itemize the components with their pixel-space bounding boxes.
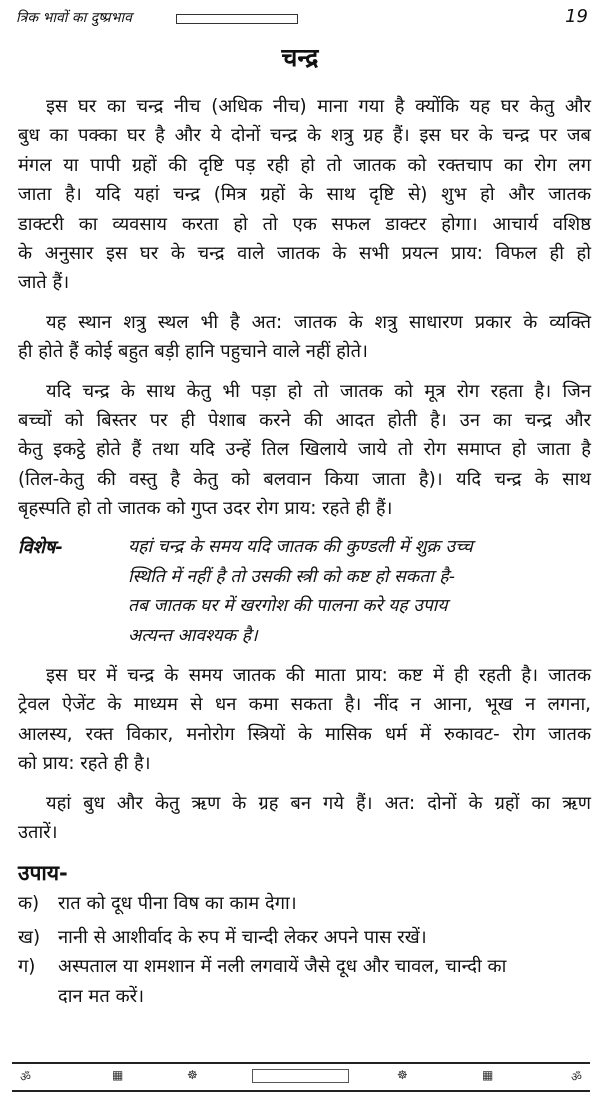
text-line: अत्यन्त आवश्यक है। <box>128 625 258 646</box>
page-number: 19 <box>565 6 588 27</box>
text-line: दान मत करें। <box>58 985 145 1007</box>
remedy-label: ख) <box>18 926 41 948</box>
text-line: जाते हैं। <box>18 272 70 294</box>
remedy-label: क) <box>18 893 40 915</box>
text-line: यदि चन्द्र के साथ केतु भी पड़ा हो तो जातक को मूत्र रोग रहता है। जिन <box>46 380 591 402</box>
footer-ornament-icon: ☸ <box>187 1068 198 1082</box>
running-header <box>16 4 588 32</box>
text-line: आलस्य, रक्त विकार, मनोरोग स्त्रियों के मासिक धर्म में रुकावट- रोग जातक <box>18 723 591 745</box>
text-line: मंगल या पापी ग्रहों की दृष्टि पड़ रही हो तो जातक को रक्तचाप का रोग लग <box>18 154 591 176</box>
text-line: अस्पताल या शमशान में नली लगवायें जैसे दूध और चावल, चान्दी का <box>58 956 507 978</box>
text-line: स्थिति में नहीं है तो उसकी स्त्री को कष्ट हो सकता है- <box>128 566 455 587</box>
section-title: चन्द्र <box>281 43 319 72</box>
paragraph <box>18 661 591 779</box>
paragraph <box>18 789 591 848</box>
header-decoration <box>176 14 298 24</box>
text-line: को प्राय: रहते ही है। <box>18 753 151 775</box>
text-line: बच्चों को बिस्तर पर ही पेशाब करने की आदत होती है। उन का चन्द्र और <box>18 409 591 431</box>
text-line: (तिल-केतु की वस्तु है केतु को बलवान किया जाता है)। यदि चन्द्र के साथ <box>18 468 591 490</box>
remedy-text <box>58 923 591 952</box>
page-footer-ornament <box>12 1062 590 1092</box>
special-note-body <box>128 533 548 651</box>
remedy-text <box>58 952 591 1011</box>
text-line: बुध का पक्का घर है और ये दोनों चन्द्र के शत्रु ग्रह हैं। इस घर के चन्द्र पर जब <box>18 125 591 147</box>
paragraph <box>18 377 591 524</box>
footer-ornament-icon: ▦ <box>482 1068 494 1082</box>
footer-left-mark: ॐ <box>20 1070 31 1084</box>
text-line: ही होते हैं कोई बहुत बड़ी हानि पहुचाने वाले नहीं होते। <box>18 341 368 363</box>
text-line: डाक्टरी का व्यवसाय करता हो तो एक सफल डाक्टर होगा। आचार्य वशिष्ठ <box>18 213 591 235</box>
footer-ornament-icon: ▦ <box>112 1068 124 1082</box>
footer-right-mark: ॐ <box>571 1070 582 1084</box>
text-line: यह स्थान शत्रु स्थल भी है अत: जातक के शत्रु साधारण प्रकार के व्यक्ति <box>46 311 591 333</box>
text-line: ट्रेवल ऐजेंट के माध्यम से धन कमा सकता है। नींद न आना, भूख न लगना, <box>18 694 591 716</box>
text-line: यहां बुध और केतु ऋण के ग्रह बन गये हैं। अत: दोनों के ग्रहों का ऋण <box>46 792 591 814</box>
special-note <box>18 533 591 651</box>
remedy-item <box>18 923 591 952</box>
page-body <box>18 92 591 1011</box>
running-title: त्रिक भावों का दुष्प्रभाव <box>16 10 132 26</box>
footer-box <box>252 1069 349 1083</box>
text-line: बृहस्पति हो तो जातक को गुप्त उदर रोग प्राय: रहते ही हैं। <box>18 498 393 520</box>
text-line: नानी से आशीर्वाद के रुप में चान्दी लेकर अपने पास रखें। <box>58 926 427 948</box>
text-line: रात को दूध पीना विष का काम देगा। <box>58 893 297 915</box>
text-line: केतु इकट्ठे होते हैं तथा यदि उन्हें तिल खिलाये जाये तो रोग समाप्त हो जाता है <box>18 439 591 461</box>
paragraph <box>18 92 591 298</box>
remedy-label: ग) <box>18 956 36 978</box>
remedies-heading: उपाय- <box>18 861 68 886</box>
text-line: के अनुसार इस घर के चन्द्र वाले जातक के सभी प्रयत्न प्राय: विफल ही हो <box>18 242 591 264</box>
text-line: तब जातक घर में खरगोश की पालना करे यह उपाय <box>128 596 448 617</box>
text-line: इस घर का चन्द्र नीच (अधिक नीच) माना गया है क्योंकि यह घर केतु और <box>46 96 591 117</box>
remedy-text <box>58 889 591 918</box>
paragraph <box>18 308 591 367</box>
text-line: जाता है। यदि यहां चन्द्र (मित्र ग्रहों के साथ दृष्टि से) शुभ हो और जातक <box>18 184 591 206</box>
text-line: इस घर में चन्द्र के समय जातक की माता प्राय: कष्ट में ही रहती है। जातक <box>46 665 591 687</box>
remedy-item <box>18 889 591 918</box>
text-line: यहां चन्द्र के समय यदि जातक की कुण्डली में शुक्र उच्च <box>128 537 473 558</box>
text-line: उतारें। <box>18 821 58 843</box>
remedy-item <box>18 952 591 1011</box>
special-note-label: विशेष- <box>18 537 63 559</box>
footer-ornament-icon: ☸ <box>397 1068 408 1082</box>
